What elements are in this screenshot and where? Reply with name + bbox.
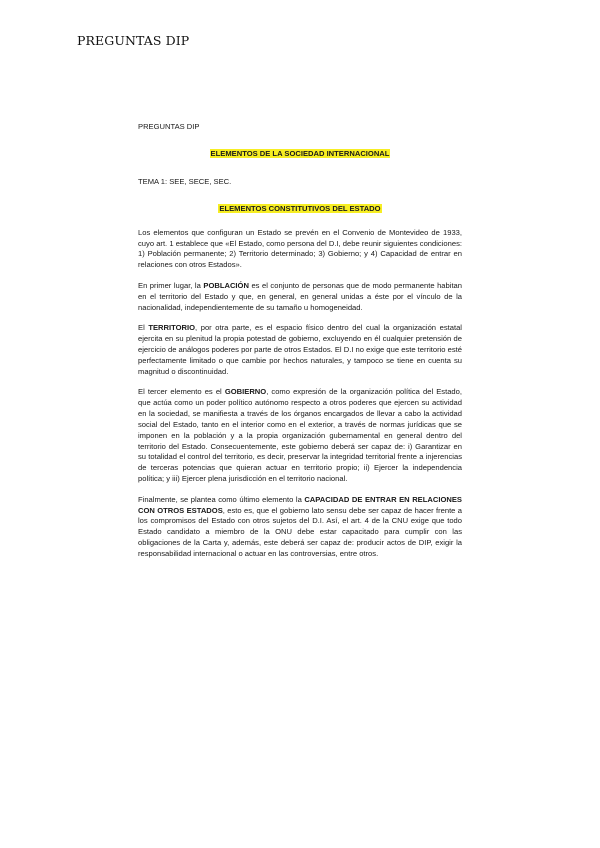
document-body [138,122,462,570]
paragraph-text: El tercer elemento es el [138,387,225,396]
paragraph-gobierno [138,387,462,485]
paragraph-text: es el conjunto de personas que de modo permanente habitan en el territorio del Estado y que, en general, en general unidas a éste por el vínculo de la nacionalidad, independientemente de su tamaño u homogeneidad. [138,280,462,312]
tema-heading: TEMA 1: SEE, SECE, SEC. [138,176,232,186]
paragraph-territorio [138,323,462,378]
page-header-title: PREGUNTAS DIP [77,33,190,48]
term-poblacion: POBLACIÓN [203,280,249,290]
document-title-line [138,149,462,160]
term-territorio: TERRITORIO [148,322,196,332]
paragraph-capacidad [138,495,462,560]
section-subtitle-line [138,204,462,215]
paragraph-intro: Los elementos que configuran un Estado se prevén en el Convenio de Montevideo de 1933, cuyo art. 1 establece que «El Estado, como persona del D.I, debe reunir siguientes condiciones: 1) Población permanente; 2) Territorio determinado; 3) Gobierno; y 4) Capacidad de entrar en relaciones con otros Estados». [138,227,462,270]
document-title: ELEMENTOS DE LA SOCIEDAD INTERNACIONAL [210,148,390,158]
paragraph-poblacion [138,281,462,314]
term-capacidad: CAPACIDAD DE ENTRAR EN RELACIONES CON OTROS ESTADOS [138,494,462,515]
term-gobierno: GOBIERNO [224,387,267,396]
paragraph-text: Finalmente, se plantea como último elemento la [138,494,305,504]
paragraph-text: , esto es, que el gobierno lato sensu debe ser capaz de hacer frente a los compromisos del Estado con otros sujetos del D.I. Así, el art. 4 de la CNU exige que todo Estado candidato a miembro de la ONU debe estar capacitado para cumplir con las obligaciones de la Carta y, además, este deberá ser capaz de: producir actos de DIP, exigir la responsabilidad internacional o actuar en las controversias, entre otros. [138,505,462,559]
document-label: PREGUNTAS DIP [138,122,200,131]
paragraph-text: El [138,322,149,332]
paragraph-text: , como expresión de la organización política del Estado, que actúa como un poder político autónomo respecto a otros poderes que ejercen su actividad en la sociedad, se manifiesta a través de los órganos encargados de llevar a cabo la actividad social del Estado, tanto en el interior como en el exterior, a través de normas jurídicas que se imponen en la población y a la propia organización gubernamental en general dentro del territorio del Estado. Consecuentemente, este gobierno deberá ser capaz de: i) Garantizar en su totalidad el control del territorio, es decir, preservar la integridad territorial frente a injerencias de terceras potencias que quieran actuar en territorio propio; ii) Ejercer la independencia política; y iii) Ejercer plena jurisdicción en el territorio nacional. [138,387,462,484]
paragraph-text: , por otra parte, es el espacio físico dentro del cual la organización estatal ejercita en su plenitud la propia potestad de gobierno, excluyendo en él cualquier pretensión de ejercicio de análogos poderes por parte de otros Estados. El D.I no exige que este territorio esté perfectamente limitado o que cambie por hechos naturales, y tampoco se tiene en cuenta su magnitud o discontinuidad. [138,322,462,376]
paragraph-text: En primer lugar, la [138,280,204,290]
section-subtitle: ELEMENTOS CONSTITUTIVOS DEL ESTADO [219,203,381,213]
